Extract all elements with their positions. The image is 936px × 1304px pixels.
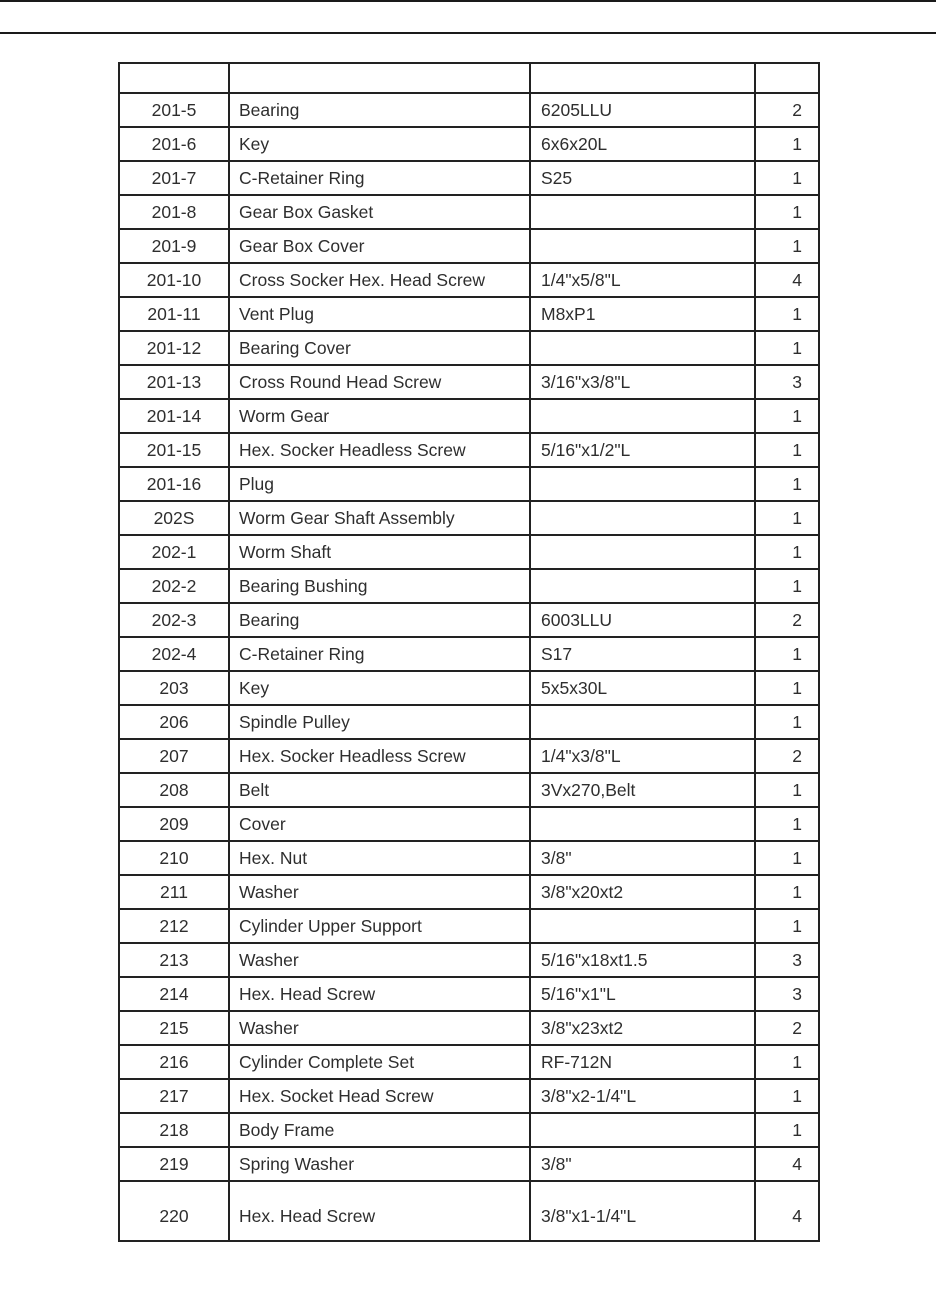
description-cell: Washer [229,875,530,909]
description-cell: Cover [229,807,530,841]
part-number-cell: 201-11 [119,297,229,331]
part-number-cell: 218 [119,1113,229,1147]
specification-cell: 1/4"x3/8"L [530,739,755,773]
part-number-cell: 201-14 [119,399,229,433]
specification-cell [530,1113,755,1147]
part-number-cell: 201-12 [119,331,229,365]
top-rule [0,0,936,2]
description-cell: Key [229,127,530,161]
part-number-cell: 212 [119,909,229,943]
table-row [119,365,819,399]
table-row [119,705,819,739]
quantity-cell: 1 [755,671,819,705]
quantity-cell: 1 [755,807,819,841]
table-row [119,1147,819,1181]
specification-cell: 3/8"x2-1/4"L [530,1079,755,1113]
part-number-cell: 213 [119,943,229,977]
specification-cell: 6003LLU [530,603,755,637]
part-number-cell: 208 [119,773,229,807]
table-row [119,773,819,807]
table-row [119,977,819,1011]
table-row [119,1011,819,1045]
part-number-cell: 211 [119,875,229,909]
table-row [119,127,819,161]
quantity-cell: 3 [755,943,819,977]
part-number-cell: 201-6 [119,127,229,161]
table-row [119,841,819,875]
quantity-cell: 4 [755,1181,819,1241]
specification-cell: 3/8" [530,1147,755,1181]
description-cell: Cross Round Head Screw [229,365,530,399]
table-row [119,331,819,365]
part-number-cell: 215 [119,1011,229,1045]
specification-cell [530,501,755,535]
description-cell: Key [229,671,530,705]
specification-cell [530,467,755,501]
quantity-cell: 1 [755,1045,819,1079]
description-cell: Hex. Head Screw [229,1181,530,1241]
table-row [119,569,819,603]
part-number-cell: 202-2 [119,569,229,603]
specification-cell: 3/8"x23xt2 [530,1011,755,1045]
part-number-cell: 216 [119,1045,229,1079]
part-number-cell: 214 [119,977,229,1011]
quantity-cell: 1 [755,399,819,433]
quantity-cell: 1 [755,433,819,467]
table-row [119,93,819,127]
description-cell: Vent Plug [229,297,530,331]
description-cell: Hex. Head Screw [229,977,530,1011]
table-row [119,297,819,331]
quantity-cell: 1 [755,841,819,875]
table-row [119,1079,819,1113]
description-cell: Worm Gear Shaft Assembly [229,501,530,535]
part-number-cell: 207 [119,739,229,773]
quantity-cell: 2 [755,1011,819,1045]
part-number-cell: 203 [119,671,229,705]
quantity-cell: 1 [755,297,819,331]
table-row [119,263,819,297]
quantity-cell: 4 [755,263,819,297]
specification-cell [530,569,755,603]
part-number-cell: 201-16 [119,467,229,501]
part-number-cell: 201-7 [119,161,229,195]
description-cell: Hex. Nut [229,841,530,875]
header-specification [530,63,755,93]
quantity-cell: 2 [755,93,819,127]
specification-cell: 5/16"x18xt1.5 [530,943,755,977]
quantity-cell: 1 [755,127,819,161]
description-cell: C-Retainer Ring [229,161,530,195]
table-row [119,229,819,263]
specification-cell: 1/4"x5/8"L [530,263,755,297]
specification-cell [530,705,755,739]
specification-cell: RF-712N [530,1045,755,1079]
specification-cell: 5/16"x1/2"L [530,433,755,467]
quantity-cell: 1 [755,637,819,671]
quantity-cell: 1 [755,569,819,603]
description-cell: Gear Box Cover [229,229,530,263]
quantity-cell: 1 [755,161,819,195]
part-number-cell: 202-1 [119,535,229,569]
specification-cell: 3/16"x3/8"L [530,365,755,399]
quantity-cell: 1 [755,535,819,569]
specification-cell: 3/8" [530,841,755,875]
specification-cell [530,807,755,841]
quantity-cell: 1 [755,331,819,365]
header-part-no [119,63,229,93]
description-cell: Washer [229,1011,530,1045]
specification-cell [530,229,755,263]
description-cell: Hex. Socket Head Screw [229,1079,530,1113]
table-row [119,807,819,841]
part-number-cell: 210 [119,841,229,875]
quantity-cell: 1 [755,1113,819,1147]
quantity-cell: 1 [755,705,819,739]
description-cell: Bearing Cover [229,331,530,365]
part-number-cell: 219 [119,1147,229,1181]
table-row [119,1045,819,1079]
quantity-cell: 1 [755,467,819,501]
description-cell: C-Retainer Ring [229,637,530,671]
specification-cell: M8xP1 [530,297,755,331]
description-cell: Bearing [229,603,530,637]
specification-cell [530,399,755,433]
parts-list-table [118,62,820,1242]
header-quantity [755,63,819,93]
description-cell: Hex. Socker Headless Screw [229,739,530,773]
description-cell: Hex. Socker Headless Screw [229,433,530,467]
table-row [119,467,819,501]
quantity-cell: 1 [755,909,819,943]
part-number-cell: 201-10 [119,263,229,297]
description-cell: Washer [229,943,530,977]
description-cell: Bearing Bushing [229,569,530,603]
part-number-cell: 202-4 [119,637,229,671]
specification-cell: 5/16"x1"L [530,977,755,1011]
description-cell: Belt [229,773,530,807]
quantity-cell: 3 [755,977,819,1011]
part-number-cell: 201-13 [119,365,229,399]
specification-cell: 6205LLU [530,93,755,127]
part-number-cell: 202-3 [119,603,229,637]
description-cell: Cylinder Upper Support [229,909,530,943]
table-header-row [119,63,819,93]
part-number-cell: 201-15 [119,433,229,467]
description-cell: Cross Socker Hex. Head Screw [229,263,530,297]
description-cell: Cylinder Complete Set [229,1045,530,1079]
specification-cell: 3/8"x1-1/4"L [530,1181,755,1241]
table-row [119,671,819,705]
description-cell: Gear Box Gasket [229,195,530,229]
table-row [119,1181,819,1241]
part-number-cell: 201-8 [119,195,229,229]
part-number-cell: 202S [119,501,229,535]
table-row [119,161,819,195]
table-row [119,909,819,943]
quantity-cell: 1 [755,773,819,807]
specification-cell: 3/8"x20xt2 [530,875,755,909]
table-row [119,603,819,637]
table-row [119,943,819,977]
specification-cell [530,331,755,365]
description-cell: Plug [229,467,530,501]
specification-cell [530,195,755,229]
part-number-cell: 220 [119,1181,229,1241]
table-row [119,1113,819,1147]
quantity-cell: 3 [755,365,819,399]
table-row [119,399,819,433]
description-cell: Worm Shaft [229,535,530,569]
header-description [229,63,530,93]
table-row [119,637,819,671]
quantity-cell: 1 [755,501,819,535]
quantity-cell: 1 [755,1079,819,1113]
part-number-cell: 209 [119,807,229,841]
specification-cell [530,535,755,569]
description-cell: Spindle Pulley [229,705,530,739]
quantity-cell: 2 [755,603,819,637]
parts-table-body [119,93,819,1241]
part-number-cell: 201-9 [119,229,229,263]
table-row [119,195,819,229]
specification-cell: 5x5x30L [530,671,755,705]
quantity-cell: 2 [755,739,819,773]
part-number-cell: 217 [119,1079,229,1113]
quantity-cell: 1 [755,229,819,263]
part-number-cell: 206 [119,705,229,739]
part-number-cell: 201-5 [119,93,229,127]
table-row [119,535,819,569]
table-row [119,739,819,773]
quantity-cell: 4 [755,1147,819,1181]
quantity-cell: 1 [755,195,819,229]
specification-cell: S25 [530,161,755,195]
quantity-cell: 1 [755,875,819,909]
table-row [119,501,819,535]
table-row [119,875,819,909]
specification-cell [530,909,755,943]
description-cell: Worm Gear [229,399,530,433]
description-cell: Bearing [229,93,530,127]
description-cell: Spring Washer [229,1147,530,1181]
description-cell: Body Frame [229,1113,530,1147]
specification-cell: 3Vx270,Belt [530,773,755,807]
specification-cell: 6x6x20L [530,127,755,161]
table-row [119,433,819,467]
specification-cell: S17 [530,637,755,671]
header-rule [0,32,936,34]
